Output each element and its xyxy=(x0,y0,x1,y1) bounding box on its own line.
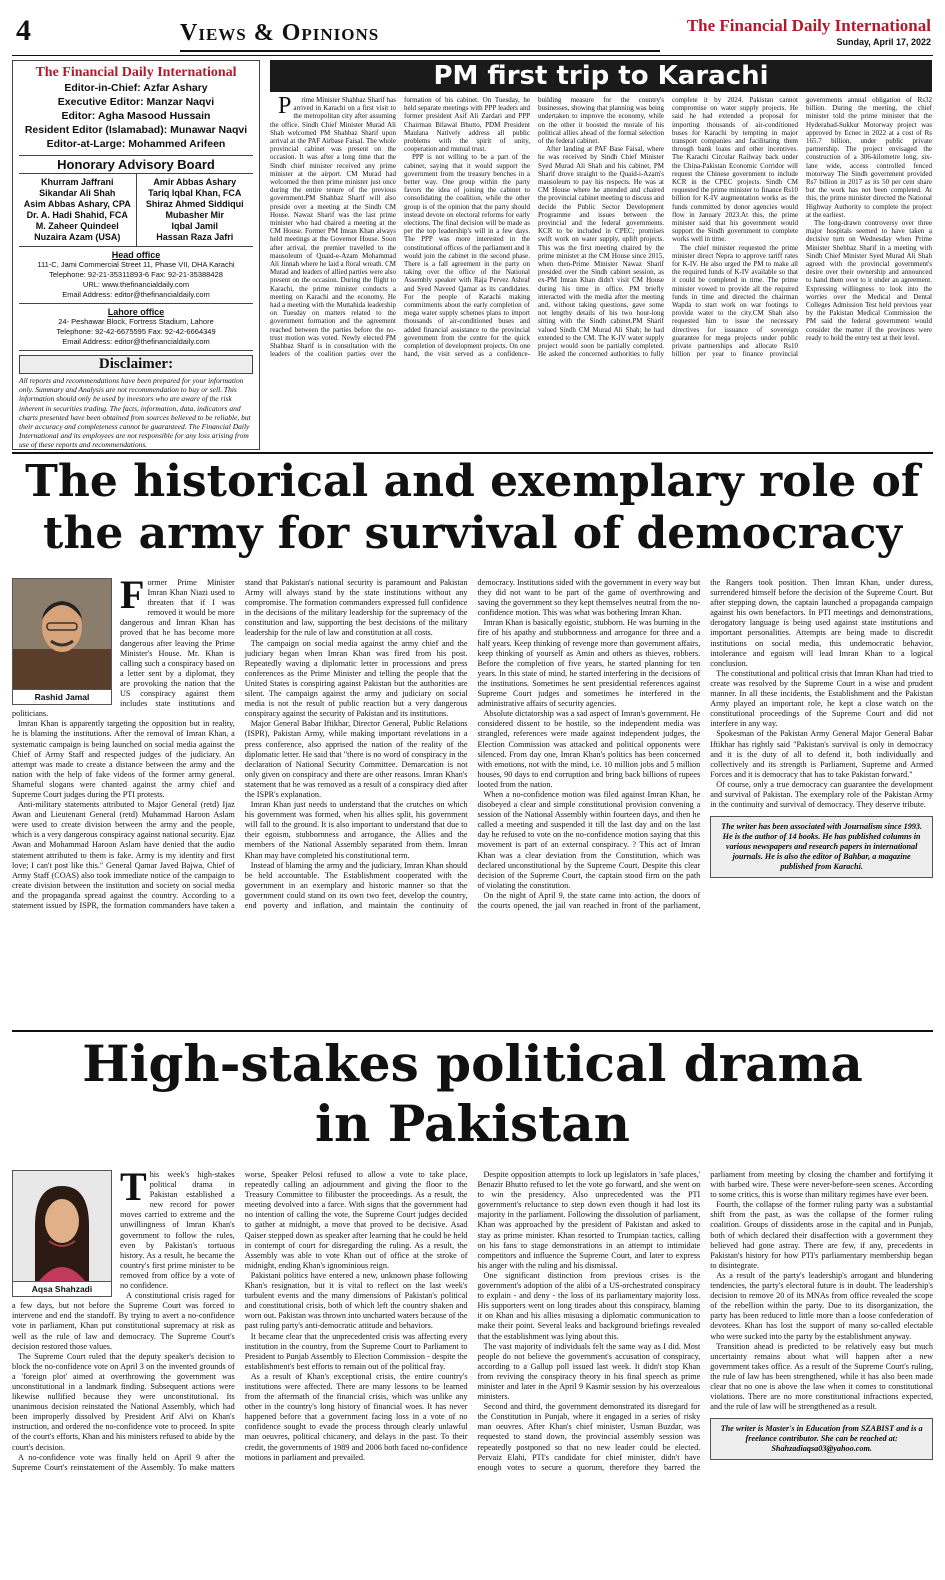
article-paragraph: The vast majority of individuals felt the same way as I did. Most people do not believe the government's accusation of conspiracy, according to a Gallup poll issued last week. It didn't stop Khan from reviving the conspiracy theory in his final speech as prime minister and later in the April 9 Kasmir session by his overzealous ministers. xyxy=(477,1341,701,1402)
editor-line: Resident Editor (Islamabad): Munawar Naqvi xyxy=(24,124,248,136)
address-line: Telephone: 92-42-6675595 Fax: 92-42-6664349 xyxy=(56,327,216,336)
article-paragraph: On the night of April 9, the state came into action, the doors of the courts opened, the jail van reached in front of the parliament, the Rangers took position. Then Imran Khan, under duress, surrendered himself before the decision of the Supreme Court. But after stepping down, the captain launched a propaganda campaign against his own benefactors. In PTI meetings and demonstrations, derogatory language is being used against state institutions and important personalities. Attempts are being made to discredit institutions on social media, this undemocratic behavior, intolerance and egoism will lead Imran Khan to a logical conclusion. xyxy=(477,578,933,910)
article-paragraph: The constitutional and political crisis that Imran Khan had tried to create was resolved by the Supreme Court in a wise and prudent manner. In all these incidents, the Establishment and the Pakistan Army played an important role, he kept a close watch on the constitutional proceedings of the Supreme Court and did not interfere in any way. xyxy=(710,668,933,729)
article-paragraph: Imran Khan just needs to understand that the crutches on which his government was formed, when his allies split, his government will fall to the ground. It is also important to understand that due to their egoism, stubbornness and arrogance, the Allies and the members of the National Assembly separated from them. Imran Khan may have completed his constitutional term. xyxy=(244,800,468,860)
board-member: Hassan Raza Jafri xyxy=(156,232,234,242)
advisory-board-right xyxy=(136,174,254,246)
article-paragraph: Instead of blaming the army and the judiciary, Imran Khan should be held accountable. The Establishment cooperated with the government in an exemplary and historic manner so that the government could stand on its own two feet, develop the country, end poverty and inflation, and maintain the continuity of democracy. Institutions sided with the government in every way but they did not want to be part of the game of overthrowing and saving the government so they kept themselves neutral from the no-confidence motion. This was what was bothering Imran Khan. xyxy=(244,578,701,910)
article-body xyxy=(12,578,933,1026)
editor-line: Executive Editor: Manzar Naqvi xyxy=(57,96,215,108)
article-paragraph: Absolute dictatorship was a sad aspect of Imran's government. He considered dissent to be hostile, so the independent media was strangled, references were made against independent judges, the Election Commission was attacked and political opponents were silenced. From day one, Imran Khan's politics has been concerned with emotions, not with the mind, i.e. 10 million jobs and 5 million houses, 90 days to end corruption and bring back billions of rupees looted from the nation. xyxy=(477,709,701,789)
board-member: Mubasher Mir xyxy=(165,210,224,220)
board-member: M. Zaheer Quindeel xyxy=(35,221,119,231)
board-member: Shiraz Ahmed Siddiqui xyxy=(145,199,244,209)
board-member: Asim Abbas Ashary, CPA xyxy=(23,199,131,209)
board-member: Tariq Iqbal Khan, FCA xyxy=(148,188,242,198)
editorial-title: PM first trip to Karachi xyxy=(270,60,932,92)
editor-line: Editor-in-Chief: Azfar Ashary xyxy=(64,82,208,94)
article-body xyxy=(12,1170,933,1574)
author-note: The writer is Master's in Education from SZABIST and is a freelance contributor. She can be reached at: Shahzadiaqsa03@yahoo.com. xyxy=(710,1418,933,1460)
article-paragraph: Imran Khan is basically egoistic, stubborn. He was burning in the fire of his apathy and stubbornness and arrogance for three and a half years. Keep thinking of revenge more than government affairs, keep thinking of yourself as Amin and others as thieves, robbers. Before the completion of five years, he started planning for ten years. In this state of mind, he started interfering in the decisions of the institutions. Sometimes he sent presidential references against Supreme Court judges and sometimes he interfered in the administrative affairs of security agencies. xyxy=(477,618,701,709)
article-paragraph: The Supreme Court ruled that the deputy speaker's decision to block the no-confidence vote on April 3 on the invented grounds of a 'foreign plot' aimed at overthrowing the government was unconstitutional in a landmark finding. Subsequent actions were likewise nullified because they were unconstitutional. Its unanimous decision reinstated the National Assembly, which had been improperly dissolved by President Arif Alvi on Khan's instruction, and ordered the no-confidence vote to proceed. In spite of the court's efforts, Khan and his ministers refused to abide by the court's decision. xyxy=(12,1351,235,1452)
editorial-paragraph: The chief minister requested the prime minister direct Nepra to approve tariff rates for K-IV. He also urged the PM to make all the required funds of K-IV available so that it could be completed in time. The prime minister vowed to provide all the required funds in time and directed the chairman Wapda to start work on war footings to provide water to the city.CM Shah also requested him to issue the necessary directives for issuance of sovereign guarantee for mega projects under public private partnerships and allocate Rs10 billion per year to finance provincial governments annual obligation of Rs32 billion. During the meeting, the chief minister told the prime minister that the Hyderabad-Sukkur Motorway project was approved by Ecnec in 2022 at a cost of Rs 165.7 billion, under public private partnership. The project envisaged the construction of a 306-kilometre long, six-lane wide, access controlled fenced motorway The Sindh government provided Rs7 billion in 2017 as its 50 per cent share but the work has not been completed. At this, the prime minister directed the National Highway Authority to complete the project at the earliest. xyxy=(672,96,932,359)
section-rule xyxy=(180,50,660,52)
article-paragraph: Major General Babar Iftikhar, Director General, Public Relations (ISPR), Pakistan Army, while making important revelations in a press conference, also apprised the nation of the reality of the diplomatic letter. He said that "there is no word of conspiracy in the declaration of National Security Committee. Demarcation is not only given on conspiracy and there are other reasons. Imran Khan's statement that he was removed as a result of a conspiracy died after the ISPR's explanation. xyxy=(244,719,468,799)
board-member: Iqbal Jamil xyxy=(171,221,219,231)
header-divider xyxy=(12,55,933,56)
article-paragraph: Fourth, the collapse of the former ruling party was a substantial shift from the past, as was the collapse of the former ruling coalition. Groups of dissidents arose in the capital and in Punjab, both of which declared their disaffection with a government they believed had gone astray. There are few, if any, precedents in Pakistan's history for how PTI's parliamentary membership began to disintegrate. xyxy=(710,1200,933,1270)
article-paragraph: When a no-confidence motion was filed against Imran Khan, he disobeyed a clear and simple constitutional provision convening a session of the National Assembly within fourteen days, and then he called a meeting and suspended it till the last day and on the last day he refused to vote on the no-confidence motion saying that this movement is part of an external conspiracy. ? This act of Imran Khan was a clear deviation from the Constitution, which was declared unconstitutional by the Supreme Court. Despite this clear decision of the Supreme Court, the captain stood firm on the path of violating the constitution. xyxy=(477,789,701,890)
header-masthead: The Financial Daily International xyxy=(686,16,931,35)
paper-name: The Financial Daily International xyxy=(35,65,237,80)
editorial-paragraph: After landing at PAF Base Faisal, where he was received by Sindh Chief Minister Syed Murad Ali Shah and his cabinet, PM Sharif drove straight to the Quaid-i-Azam's mausoleum to pay his respects. He was at CM House where he attended and chaired the provincial cabinet meeting to discuss and decide the Public Sector Development Programme and issues between the provincial and the federal governments. KCR to be included in CPEC; promises swift work on water supply, uplift projects. This was the first meeting chaired by the prime minister at the CM House since 2015, when then-Prime Minister Nawaz Sharif presided over the Sindh cabinet session, as ex-PM Imran Khan didn't visit CM House during his time in office. PM briefly interacted with the media after the meeting and, without taking questions, gave some not lengthy details of his two hour-long sitting with the Sindh cabinet.PM Sharif valued Sindh CM Murad Ali Shah; he had extended to the CM. The K-IV water supply project would soon be partially completed. He asked the concerned authorities to fully complete it by 2024. Pakistan cannot compromise on water supply projects. He said he had extended a proposal for importing thousands of air-conditioned buses for Karachi by tempting in major transport companies and facilitating them through bank loans and other incentives. The Karachi Circular Railway back under the China-Pakistan Economic Corridor will request the Chinese government to include KCR in the CPEC projects. Sindh CM requested the prime minister to finance Rs10 billion for K-IV augmentation works as the funds committed by donor agencies would flow in January 2023.At this, the prime minister said that his government would support the Sindh government to complete works well in time. xyxy=(538,96,798,359)
headline-line: in Pakistan xyxy=(314,1094,631,1153)
board-member: Khurram Jaffrani xyxy=(40,177,114,187)
board-member: Dr. A. Hadi Shahid, FCA xyxy=(26,210,128,220)
article-paragraph: Transition ahead is predicted to be relatively easy but much uncertainty remains about what will happen after a new government takes office. As a result of the Supreme Court's ruling, the rule of law has been strengthened, while it has also been made clear that no one is above the law when it comes to constitutional violations. There are no more constitutional infractions expected, and the rule of law will be strengthened as a result. xyxy=(710,1341,933,1412)
advisory-board-members xyxy=(19,174,253,247)
author-name: Rashid Jamal xyxy=(13,689,111,704)
article-paragraph: The campaign on social media against the army chief and the judiciary began when Imran Khan was fired from his post. Repeatedly waving a diplomatic letter in processions and press conferences as the Prime Minister and telling the people that the United States is conspiring against Pakistan but the authorities are silent. The campaign against the army and judiciary on social media is not the result of public reaction but a very dangerous conspiracy against the security of Pakistan and its institutions. xyxy=(244,638,468,719)
editorial-paragraph: PPP is not willing to be a part of the cabinet, saying that it would support the government from the treasury benches in a better way. One group within the party favors the idea of joining the cabinet to consolidating the coalition, while the other group is of the opinion that the party should instead devote on electoral reforms for early elections. The final decision will be made as per the top leadership's will in a few days. The PPP was more interested in the constitutional offices of the parliament and it would join the cabinet in the second phase. There is a fall agreement in the party on taking over the office of the National Assembly speaker with Raja Pervez Ashraf and Syed Naveed Qamar as its candidates. For the people of Karachi making commitments about the early completion of mega water supply schemes plans to import thousands of air-conditioned buses and added financial assistance to the provincial government from the centre for the quick completion of development projects. On one hand, the visit served as a confidence-building measure for the country's businesses, showing that planning was being undertaken to improve the economy, while on the other it boosted the morale of his political allies ahead of the formal selection of the federal cabinet. xyxy=(404,96,664,359)
article-paragraph: Second and third, the government demonstrated its disregard for the Constitution in Punjab, where it engaged in a series of risky man oeuvres. After Khan's chief minister, Usman Buzdar, was requested to stand down, the provincial assembly session was repeatedly postponed so that no new leader could be elected. Pervaiz Elahi, PTI's candidate for chief minister, didn't have enough votes to secure a quorum, therefore they barred the parliament from meeting by closing the chamber and fortifying it with barbed wire. These were never-before-seen scenes. According to some critics, this is worse than military regimes have ever been. xyxy=(477,1170,933,1472)
author-photo xyxy=(13,1171,111,1281)
headline-line: the army for survival of democracy xyxy=(43,508,902,559)
article-headline xyxy=(12,1034,933,1154)
article-paragraph: Anti-military statements attributed to Major General (retd) Ijaz Awan and Lieutenant General (retd) Muhammad Haroon Aslam were used to create division between the army and the people, which is a very dangerous conspiracy against national security. Ejaz Awan and Mohammad Haroon Aslam have denied that the audio statement attributed to them is fake. Army is my identity and first love; I can't post like this." General Qamar Javed Bajwa, Chief of Army Staff (COAS) also took immediate notice of the campaign to create division between the institution and society on social media and the propaganda spread against the country. According to a statement issued by ISPR, the formation commanders have taken a stand that Pakistan's national security is paramount and Pakistan Army will always stand by the state institutions without any compromise. The formation commanders expressed full confidence in the decisions of the military leadership for the supremacy of the constitution and law, supporting the best decisions of the military leadership for the rule of law and constitution at all costs. xyxy=(12,578,468,910)
headline-line: High-stakes political drama xyxy=(82,1034,863,1093)
article-paragraph: It became clear that the unprecedented crisis was affecting every institution in the country, from the Supreme Court to Parliament to President to Punjab Assembly to Election Commission - despite the establishment's best efforts to remain out of the political fray. xyxy=(244,1331,468,1371)
editorial-paragraph: The long-drawn controversy over three major hospitals seemed to have taken a decisive turn on Wednesday when Prime Minister Shehbaz Sharif in a meeting with Sindh Chief Minister Syed Murad Ali Shah agreed with the provincial government's desire over their ownership and announced to hand them over to it under an agreement. Expressing willingness to look into the worries over the Medical and Dental Colleges Admission Test held previous year by the Pakistan Medical Commission the PM said the federal government would consider the matter if the provinces were ready to hold the entry test at their level. xyxy=(806,219,932,342)
drop-cap: F xyxy=(120,578,145,617)
advisory-board-title: Honorary Advisory Board xyxy=(19,155,253,174)
article-paragraph: his week's high-stakes political drama in Pakistan established a new record for power moves carried to extreme and the unwillingness of Imran Khan's government to follow the rules, even by Pakistan's tortuous history. As a result, he became the country's first prime minister to be removed from office by a vote of no confidence. xyxy=(120,1170,235,1291)
head-office-title: Head office xyxy=(111,250,161,260)
headline-line: The historical and exemplary role of xyxy=(25,456,920,507)
address-line: 111-C, Jami Commercial Street 11, Phase VII, DHA Karachi xyxy=(37,260,235,269)
masthead-box xyxy=(12,60,260,450)
page-number: 4 xyxy=(16,14,31,47)
disclaimer-title: Disclaimer: xyxy=(19,355,253,374)
address-line: URL: www.thefinancialdaily.com xyxy=(82,280,190,289)
lahore-office-address xyxy=(19,317,253,351)
page-header xyxy=(0,0,945,60)
author-photo xyxy=(13,579,111,689)
article-headline xyxy=(12,456,933,560)
address-line: Email Address: editor@thefinancialdaily.com xyxy=(62,337,210,346)
board-member: Sikandar Ali Shah xyxy=(39,188,116,198)
author-note: The writer has been associated with Journalism since 1993. He is the author of 14 books. He has published columns in various newspapers and research papers in international journals. He is also the editor of Bahbar, a magazine published from Karachi. xyxy=(710,816,933,878)
article-paragraph: Despite opposition attempts to lock up legislators in 'safe places,' Benazir Bhutto refused to let the vote go forward, and she went on to win the presidency. Also unprecedented was the PTI government's reluctance to step down even though it had lost its majority in the parliament. Following the dissolution of parliament, Khan was approached by the president of Pakistan and asked to stay as prime minister. Khan resorted to Trumpian tactics, calling on his fans to stage demonstrations in an attempt to intimidate competitors and influence the Supreme Court, and later to express his anger with the ruling and his dismissal. xyxy=(477,1170,701,1270)
section-title: Views & Opinions xyxy=(180,20,380,46)
editor-line: Editor-at-Large: Mohammed Arifeen xyxy=(46,138,226,150)
disclaimer-text: All reports and recommendations have been prepared for your information only. Summary and Analysis are not recommendation to buy or sell. This information should only be used by investors who are aware of the risk inherent in securities trading. The facts, information, data, indicators and charts presented have been obtained from sources believed to be reliable, but their accuracy and completeness cannot be guaranteed. The Financial Daily International and its employees are not responsible for any loss arising from use of these reports and recommendations. xyxy=(19,376,251,450)
head-office-address xyxy=(19,260,253,304)
board-member: Nuzaira Azam (USA) xyxy=(34,232,121,242)
address-line: Email Address: editor@thefinancialdaily.com xyxy=(62,290,210,299)
drop-cap: T xyxy=(120,1170,147,1209)
author-name: Aqsa Shahzadi xyxy=(13,1281,111,1296)
lahore-office-title: Lahore office xyxy=(107,307,165,317)
board-member: Amir Abbas Ashary xyxy=(153,177,237,187)
section-divider xyxy=(12,1030,933,1032)
author-byline xyxy=(12,1170,112,1297)
editorial-paragraph: Prime Minister Shahbaz Sharif has arrived in Karachi on a first visit to the metropolitan city after assuming the office. Sindh Chief Minister Murad Ali Shah welcomed PM Shahbaz Sharif upon arrival at the PAF Airbase Faisal. The whole provincial cabinet was present on the occasion. It was after a long time that the Sindh chief minister received any prime minister at the airport. CM Murad had welcomed the then prime minister just once during the entire tenure of the previous government.PM Shahbaz Sharif will also preside over a meeting at the Sindh CM House. Nawaz Sharif was the last prime minister who had chaired a meeting at the CM House. Former PM Imran Khan always held meetings at the Governor House. Soon after arrival, the premier travelled to the mausoleum of Quaid-e-Azam Mohammad Ali Jinnah where he laid a floral wreath. CM Murad and leaders of allied parties were also present on the occasion. During the flight to Karachi, the prime minister conducts a meeting on Karachi and the economy. He had a meeting with the Muttahida leadership on Tuesday on matters related to the government formation and the agreement reached between the parties before the no-trust motion was voted. Newly elected PM Shahbaz Sharif is in consultation with the leaders of the coalition parties over the formation of his cabinet. On Tuesday, he held separate meetings with PPP leaders and former president Asif Ali Zardari and PPP Chairman Bilawal Bhutto, PDM President Maulana Natively address all public problems with the spirit of unity, cooperation and mutual trust. xyxy=(270,96,530,359)
address-line: Telephone: 92-21-35311893-6 Fax: 92-21-35388428 xyxy=(49,270,223,279)
article-paragraph: One significant distinction from previous crises is the government's adoption of the alibi of a US-orchestrated conspiracy to explain - and deny - the loss of its parliamentary majority loss. His supporters went on long tirades about this conspiracy, blaming it on Khan and his allies misusing a diplomatic communication to make their point. Several leaks and background briefings revealed that the establishment was lying about this. xyxy=(477,1270,701,1341)
section-divider xyxy=(12,452,933,454)
editorial-body xyxy=(270,96,932,448)
article-paragraph: As a result of the party's leadership's arrogant and blundering tendencies, the party's electoral future is in doubt. The leadership's decision to remove 20 of its MNAs from office revealed the scope of the rebellion within the party. Due to its disorganization, the party has been reduced to little more than a loose confederation of devotees. Khan has lost the support of many so-called electable who were sucked into the party by the establishment anyway. xyxy=(710,1270,933,1341)
article-paragraph: Imran Khan is apparently targeting the opposition but in reality, he is blaming the institutions. After the removal of Imran Khan, a systematic campaign is being launched on social media against the Chief of Army Staff and respected judges of the judiciary. An attempt was made to create a distance between the army and the nation with the help of fake videos of the former army general. Shameful slogans were chanted against the army chief and Supreme Court judges during the PTI protests. xyxy=(12,719,235,799)
article-paragraph: Of course, only a true democracy can guarantee the development and survival of Pakistan. The exemplary role of the Pakistan Army in the continuity and survival of democracy. They deserve tribute. xyxy=(710,779,933,810)
advisory-board-left xyxy=(19,174,136,246)
article-paragraph: A constitutional crisis raged for a few days, but not before the Supreme Court was forced to intervene and end the standoff. By trying to avert a no-confidence vote in parliament, Khan put constitutional supremacy at risk as well as the rule of law and democracy. The Supreme Court's decision restored those values. xyxy=(12,1291,235,1351)
article-paragraph: A no-confidence vote was finally held on April 9 after the Supreme Court's reinstatement of the Assembly. To make matters worse, Speaker Pelosi refused to allow a vote to take place, repeatedly calling an adjournment and giving the floor to the Treasury Committee to filibuster the proceedings. As a result, the meeting devolved into a farce. With signs that the government had no intention of calling the vote, the Supreme Court judges decided to gather at midnight, a move that proved to be decisive. Asad Qaiser stepped down as speaker after learning that he could be held in contempt of court for disregarding the ruling. As a result, the Assembly was able to vote Khan out of office at the stroke of midnight, ending Khan's ignominious reign. xyxy=(12,1170,468,1472)
article-paragraph: ormer Prime Minister Imran Khan Niazi used to threaten that if I was removed it would be more dangerous and Imran Khan has proved that he has become more dangerous after leaving the Prime Minister's House. Mr. Khan is calling such a conspiracy based on a letter sent by a diplomat, they are provoking the nation that the US conspiracy against them includes state institutions and politicians. xyxy=(12,578,235,719)
article-paragraph: Pakistani politics have entered a new, unknown phase following Khan's resignation, but it is vital to reflect on the last week's turbulent events and the many dimensions of Pakistan's political and constitutional crisis, both of which left the country shaken and worn out. Pakistan was thrown into uncharted waters because of the past ruling party's anti-democratic attitude and behaviors. xyxy=(244,1270,468,1331)
editor-line: Editor: Agha Masood Hussain xyxy=(61,110,211,122)
address-line: 24- Peshawar Block, Fortress Stadium, Lahore xyxy=(58,317,214,326)
article-paragraph: Spokesman of the Pakistan Army General Major General Babar Iftikhar has rightly said "Pakistan's survival is only in democracy and it is the duty of all to defend it, both individually and collectively and its strength is Parliament, Supreme and Armed Forces and it is democracy that has to take Pakistan forward." xyxy=(710,729,933,779)
author-byline xyxy=(12,578,112,705)
issue-date: Sunday, April 17, 2022 xyxy=(836,37,931,47)
article-paragraph: As a result of Khan's exceptional crisis, the entire country's institutions were affected. There are many lessons to be learned from the aftermath of the financial crisis, which was unlike any other in the country's long history of financial woes. It has never happened before that a government facing loss in a vote of no confidence sought to evade the process through clearly unlawful man oeuvres, political chicanery, and delays in the past. To their credit, the governments of 1989 and 2006 both faced no-confidence motions in parliament and prevailed. xyxy=(244,1371,468,1462)
